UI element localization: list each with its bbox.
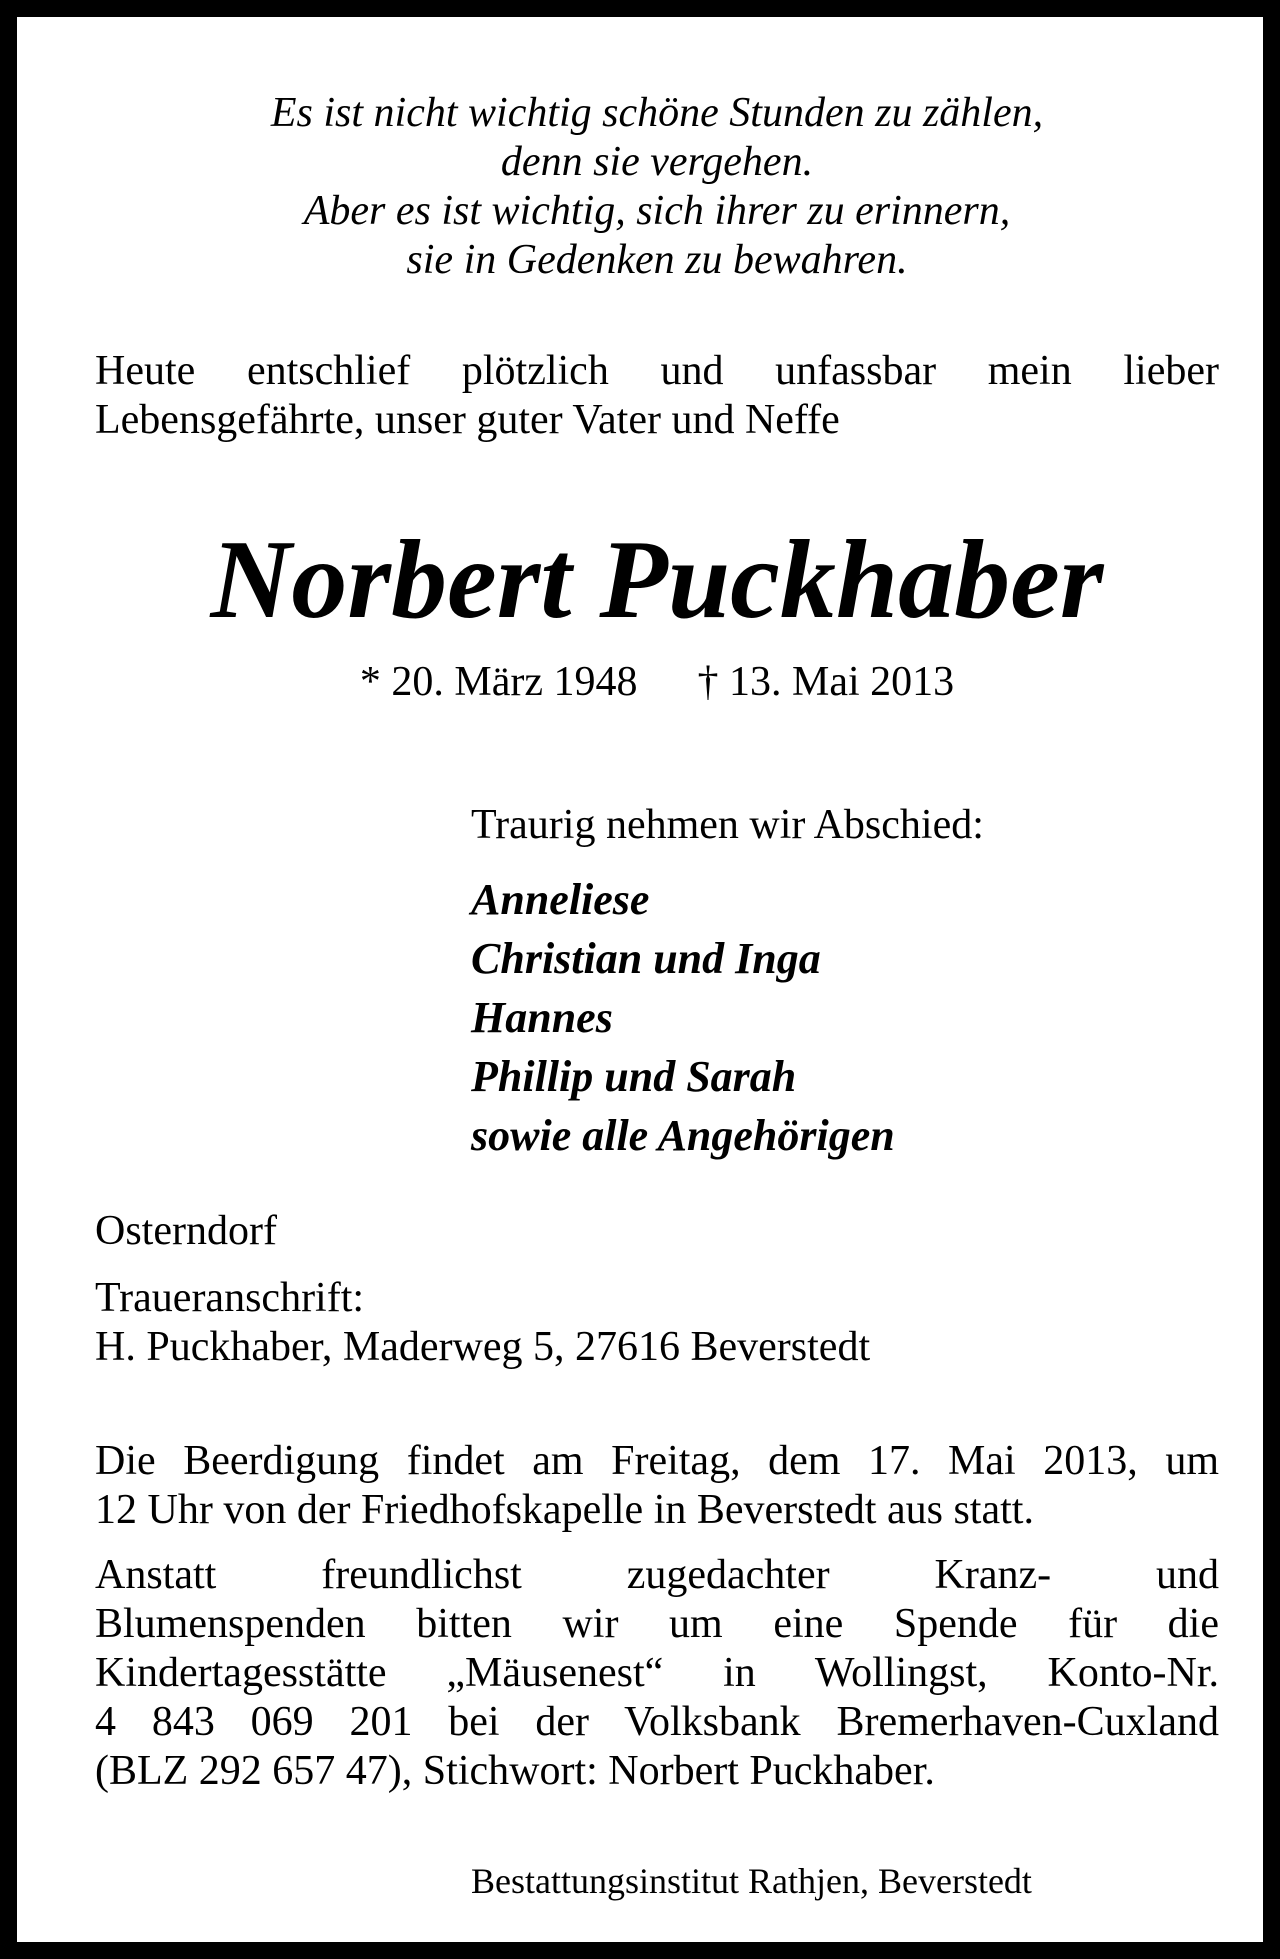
death-date: † 13. Mai 2013	[697, 659, 955, 705]
poem-line: Aber es ist wichtig, sich ihrer zu erinnern,	[303, 188, 1011, 234]
poem-line: denn sie vergehen.	[500, 139, 814, 185]
mourning-address-label: Traueranschrift:	[95, 1275, 365, 1321]
place-name: Osterndorf	[95, 1208, 277, 1254]
intro-text	[95, 347, 1219, 445]
farewell-text: Traurig nehmen wir Abschied:	[471, 802, 984, 848]
intro-line: Lebensgefährte, unser guter Vater und Neffe	[95, 397, 840, 443]
intro-line: Heute entschlief plötzlich und unfassbar mein lieber	[95, 348, 1219, 394]
mourner-name: Hannes	[471, 993, 613, 1042]
mourner-name: Christian und Inga	[471, 934, 821, 983]
deceased-name: Norbert Puckhaber	[210, 518, 1104, 642]
donation-line: Kindertagesstätte „Mäusenest“ in Wollingst, Konto-Nr.	[95, 1650, 1219, 1696]
mourner-name: Phillip und Sarah	[471, 1052, 797, 1101]
funeral-notice	[95, 1437, 1219, 1535]
birth-date: * 20. März 1948	[359, 659, 638, 705]
funeral-line: Die Beerdigung findet am Freitag, dem 17. Mai 2013, um	[95, 1438, 1219, 1484]
donation-notice	[95, 1551, 1219, 1796]
donation-line: Blumenspenden bitten wir um eine Spende für die	[95, 1601, 1219, 1647]
mourning-address-value: H. Puckhaber, Maderweg 5, 27616 Beverstedt	[95, 1324, 871, 1370]
life-dates	[95, 657, 1219, 707]
poem-line: sie in Gedenken zu bewahren.	[406, 237, 908, 283]
donation-line: 4 843 069 201 bei der Volksbank Bremerhaven-Cuxland	[95, 1699, 1219, 1745]
mourning-address	[95, 1274, 870, 1372]
poem-line: Es ist nicht wichtig schöne Stunden zu zählen,	[270, 90, 1044, 136]
donation-line: (BLZ 292 657 47), Stichwort: Norbert Puckhaber.	[95, 1748, 935, 1794]
mourner-name: Anneliese	[471, 875, 650, 924]
donation-line: Anstatt freundlichst zugedachter Kranz- und	[95, 1552, 1219, 1598]
poem	[95, 89, 1219, 285]
undertaker-name: Bestattungsinstitut Rathjen, Beverstedt	[471, 1861, 1032, 1901]
mourner-name: sowie alle Angehörigen	[471, 1111, 895, 1160]
funeral-line: 12 Uhr von der Friedhofskapelle in Beverstedt aus statt.	[95, 1487, 1034, 1533]
mourners-list	[471, 870, 895, 1165]
